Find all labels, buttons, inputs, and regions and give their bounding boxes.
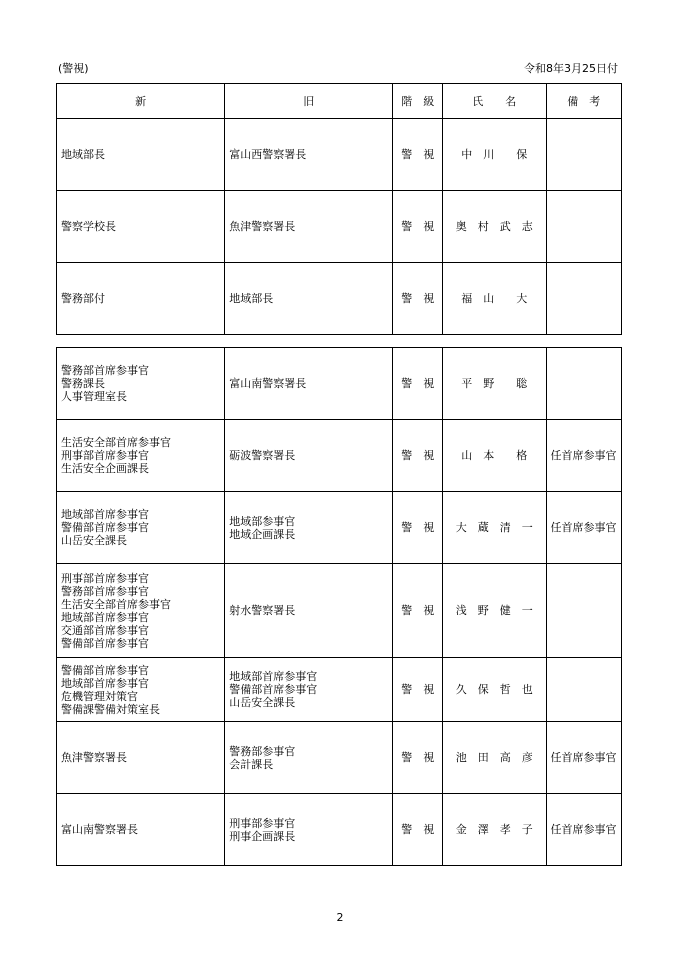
old-position-line: 富山西警察署長	[229, 148, 307, 161]
rank: 警 視	[393, 348, 443, 420]
rank: 警 視	[393, 263, 443, 335]
new-position	[57, 492, 225, 564]
new-position-line: 警備部首席参事官	[61, 521, 149, 534]
new-position	[57, 191, 225, 263]
rank: 警 視	[393, 119, 443, 191]
old-position-line: 地域部首席参事官	[229, 670, 318, 683]
old-position-line: 警務部参事官	[229, 744, 296, 758]
old-position-line: 射水警察署長	[229, 604, 296, 617]
remarks	[546, 263, 622, 335]
old-position	[225, 492, 393, 564]
remarks	[546, 119, 622, 191]
new-position-line: 人事管理室長	[61, 390, 127, 403]
person-name: 金 澤 孝 子	[443, 794, 547, 866]
old-position-line: 地域部参事官	[229, 514, 296, 528]
person-name: 平 野 聡	[443, 348, 547, 420]
new-position	[57, 119, 225, 191]
old-position-line: 刑事企画課長	[229, 829, 296, 843]
person-name: 中 川 保	[443, 119, 547, 191]
rank: 警 視	[393, 794, 443, 866]
remarks	[546, 348, 622, 420]
rank: 警 視	[393, 564, 443, 658]
old-position-line: 地域企画課長	[229, 527, 296, 541]
new-position	[57, 564, 225, 658]
new-position-line: 警察学校長	[61, 220, 116, 233]
old-position	[225, 348, 393, 420]
old-position	[225, 564, 393, 658]
old-position-line: 富山南警察署長	[229, 377, 307, 390]
new-position-line: 刑事部首席参事官	[61, 449, 149, 462]
person-name: 福 山 大	[443, 263, 547, 335]
new-position-line: 生活安全部首席参事官	[61, 436, 171, 449]
new-position-line: 警備部首席参事官	[61, 663, 149, 677]
new-position-line: 交通部首席参事官	[61, 623, 149, 637]
personnel-table-2	[56, 347, 622, 866]
new-position-line: 地域部首席参事官	[61, 610, 149, 624]
person-name: 奥 村 武 志	[443, 191, 547, 263]
old-position	[225, 794, 393, 866]
old-position	[225, 658, 393, 722]
new-position-line: 富山南警察署長	[61, 823, 138, 836]
col-header-name: 氏 名	[443, 84, 547, 119]
table-row	[57, 658, 622, 722]
remarks	[546, 658, 622, 722]
new-position	[57, 420, 225, 492]
page-number: 2	[336, 911, 344, 924]
remarks: 任首席参事官	[546, 722, 622, 794]
table-row	[57, 348, 622, 420]
person-name: 山 本 格	[443, 420, 547, 492]
new-position-line: 刑事部首席参事官	[61, 571, 149, 585]
table-row	[57, 420, 622, 492]
new-position-line: 生活安全部首席参事官	[61, 597, 171, 611]
rank: 警 視	[393, 492, 443, 564]
col-header-old: 旧	[225, 84, 393, 119]
old-position-line: 刑事部参事官	[229, 816, 296, 830]
remarks: 任首席参事官	[546, 420, 622, 492]
old-position	[225, 722, 393, 794]
new-position	[57, 658, 225, 722]
new-position	[57, 722, 225, 794]
rank: 警 視	[393, 191, 443, 263]
remarks	[546, 564, 622, 658]
new-position-line: 警務部付	[61, 292, 105, 305]
person-name: 久 保 哲 也	[443, 658, 547, 722]
table-row	[57, 119, 622, 191]
new-position-line: 警務部首席参事官	[61, 584, 149, 598]
old-position	[225, 191, 393, 263]
old-position-line: 山岳安全課長	[229, 696, 296, 709]
person-name: 池 田 高 彦	[443, 722, 547, 794]
effective-date: 令和8年3月25日付	[524, 62, 618, 75]
table-row	[57, 564, 622, 658]
col-header-new: 新	[57, 84, 225, 119]
old-position-line: 会計課長	[229, 757, 274, 771]
old-position	[225, 420, 393, 492]
new-position-line: 警務課長	[61, 377, 105, 390]
rank: 警 視	[393, 420, 443, 492]
new-position-line: 魚津警察署長	[61, 751, 127, 764]
old-position-line: 砺波警察署長	[229, 449, 296, 462]
rank: 警 視	[393, 658, 443, 722]
old-position-line: 警備部首席参事官	[229, 683, 318, 696]
new-position-line: 山岳安全課長	[61, 534, 127, 547]
new-position	[57, 348, 225, 420]
header-row	[57, 84, 622, 119]
new-position-line: 警務部首席参事官	[61, 364, 149, 377]
table-row	[57, 191, 622, 263]
category-label: (警視)	[58, 62, 89, 75]
remarks: 任首席参事官	[546, 794, 622, 866]
remarks: 任首席参事官	[546, 492, 622, 564]
col-header-note: 備 考	[546, 84, 622, 119]
table-row	[57, 794, 622, 866]
col-header-rank: 階 級	[393, 84, 443, 119]
rank: 警 視	[393, 722, 443, 794]
new-position-line: 生活安全企画課長	[61, 462, 149, 475]
old-position-line: 魚津警察署長	[229, 220, 296, 233]
new-position-line: 警備部首席参事官	[61, 636, 149, 650]
new-position-line: 地域部長	[61, 148, 105, 161]
old-position	[225, 263, 393, 335]
person-name: 大 蔵 清 一	[443, 492, 547, 564]
table-row	[57, 263, 622, 335]
new-position-line: 地域部首席参事官	[61, 676, 149, 690]
new-position	[57, 263, 225, 335]
remarks	[546, 191, 622, 263]
old-position-line: 地域部長	[229, 292, 274, 305]
person-name: 浅 野 健 一	[443, 564, 547, 658]
personnel-table-1	[56, 83, 622, 335]
old-position	[225, 119, 393, 191]
new-position-line: 警備課警備対策室長	[61, 702, 160, 716]
new-position-line: 危機管理対策官	[61, 689, 138, 703]
new-position	[57, 794, 225, 866]
table-row	[57, 722, 622, 794]
new-position-line: 地域部首席参事官	[61, 508, 149, 521]
table-row	[57, 492, 622, 564]
